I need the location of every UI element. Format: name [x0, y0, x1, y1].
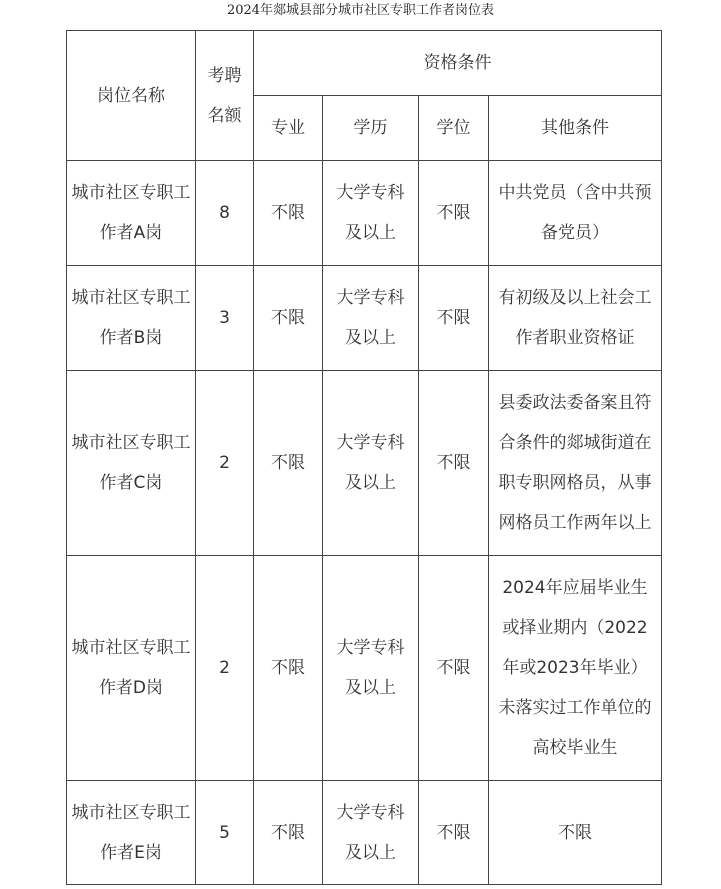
cell-major: 不限: [254, 781, 323, 885]
cell-other: 有初级及以上社会工作者职业资格证: [489, 266, 662, 371]
cell-quota: 8: [196, 161, 254, 266]
cell-other: 县委政法委备案且符合条件的郯城街道在职专职网格员，从事网格员工作两年以上: [489, 371, 662, 556]
header-position: 岗位名称: [67, 31, 196, 161]
cell-position: 城市社区专职工作者B岗: [67, 266, 196, 371]
header-major: 专业: [254, 96, 323, 161]
cell-other: 2024年应届毕业生或择业期内（2022年或2023年毕业）未落实过工作单位的高校毕业生: [489, 556, 662, 781]
cell-quota: 2: [196, 556, 254, 781]
cell-other: 不限: [489, 781, 662, 885]
header-degree: 学位: [419, 96, 489, 161]
cell-position: 城市社区专职工作者A岗: [67, 161, 196, 266]
cell-major: 不限: [254, 556, 323, 781]
cell-major: 不限: [254, 161, 323, 266]
cell-education: 大学专科及以上: [323, 161, 419, 266]
cell-education: 大学专科及以上: [323, 371, 419, 556]
cell-degree: 不限: [419, 371, 489, 556]
table-row: [67, 556, 662, 781]
cell-position: 城市社区专职工作者C岗: [67, 371, 196, 556]
cell-degree: 不限: [419, 556, 489, 781]
table-row: [67, 781, 662, 885]
positions-table: [66, 30, 662, 885]
table-row: [67, 371, 662, 556]
cell-position: 城市社区专职工作者D岗: [67, 556, 196, 781]
cell-major: 不限: [254, 266, 323, 371]
cell-quota: 2: [196, 371, 254, 556]
header-other: 其他条件: [489, 96, 662, 161]
cell-quota: 3: [196, 266, 254, 371]
cell-education: 大学专科及以上: [323, 556, 419, 781]
table-row: [67, 266, 662, 371]
document-title: 2024年郯城县部分城市社区专职工作者岗位表: [226, 3, 495, 18]
cell-degree: 不限: [419, 781, 489, 885]
cell-degree: 不限: [419, 161, 489, 266]
cell-education: 大学专科及以上: [323, 781, 419, 885]
cell-education: 大学专科及以上: [323, 266, 419, 371]
header-education: 学历: [323, 96, 419, 161]
cell-position: 城市社区专职工作者E岗: [67, 781, 196, 885]
cell-other: 中共党员（含中共预备党员）: [489, 161, 662, 266]
header-qualifications: 资格条件: [254, 31, 662, 96]
header-row-1: [67, 31, 662, 96]
cell-degree: 不限: [419, 266, 489, 371]
cell-quota: 5: [196, 781, 254, 885]
cell-major: 不限: [254, 371, 323, 556]
table-row: [67, 161, 662, 266]
header-quota: 考聘名额: [196, 31, 254, 161]
